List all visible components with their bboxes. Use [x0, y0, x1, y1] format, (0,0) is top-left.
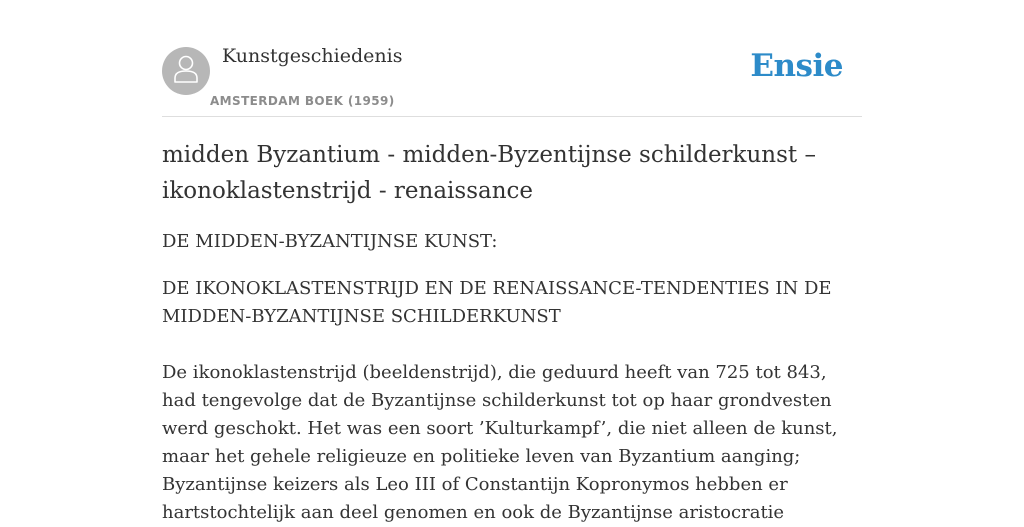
content-column — [162, 0, 862, 523]
subsection-heading: DE IKONOKLASTENSTRIJD EN DE RENAISSANCE-TENDENTIES IN DE MIDDEN-BYZANTIJNSE SCHILDERKUNST — [162, 278, 832, 327]
source-label: AMSTERDAM BOEK (1959) — [210, 94, 395, 108]
section-heading: DE MIDDEN-BYZANTIJNSE KUNST: — [162, 231, 498, 252]
article-title: midden Byzantium - midden-Byzentijnse schilderkunst – ikonoklastenstrijd - renaissance — [162, 142, 816, 204]
ensie-logo[interactable]: Ensie — [750, 48, 843, 84]
header — [162, 0, 862, 117]
user-icon — [172, 54, 200, 89]
author-avatar[interactable] — [162, 47, 210, 95]
author-name[interactable]: Kunstgeschiedenis — [222, 45, 403, 67]
article-body: De ikonoklastenstrijd (beeldenstrijd), die geduurd heeft van 725 tot 843, had tengevolge dat de Byzantijnse schilderkunst tot op haar grondvesten werd geschokt. Het was een soort ’Kulturkampf’, die niet alleen de kunst, maar het gehele religieuze en politieke leven van Byzantium aanging; Byzantijnse keizers als Leo III of Constantijn Kopronymos hebben er hartstochtelijk aan deel genomen en ook de Byzantijnse aristocratie — [162, 362, 838, 523]
